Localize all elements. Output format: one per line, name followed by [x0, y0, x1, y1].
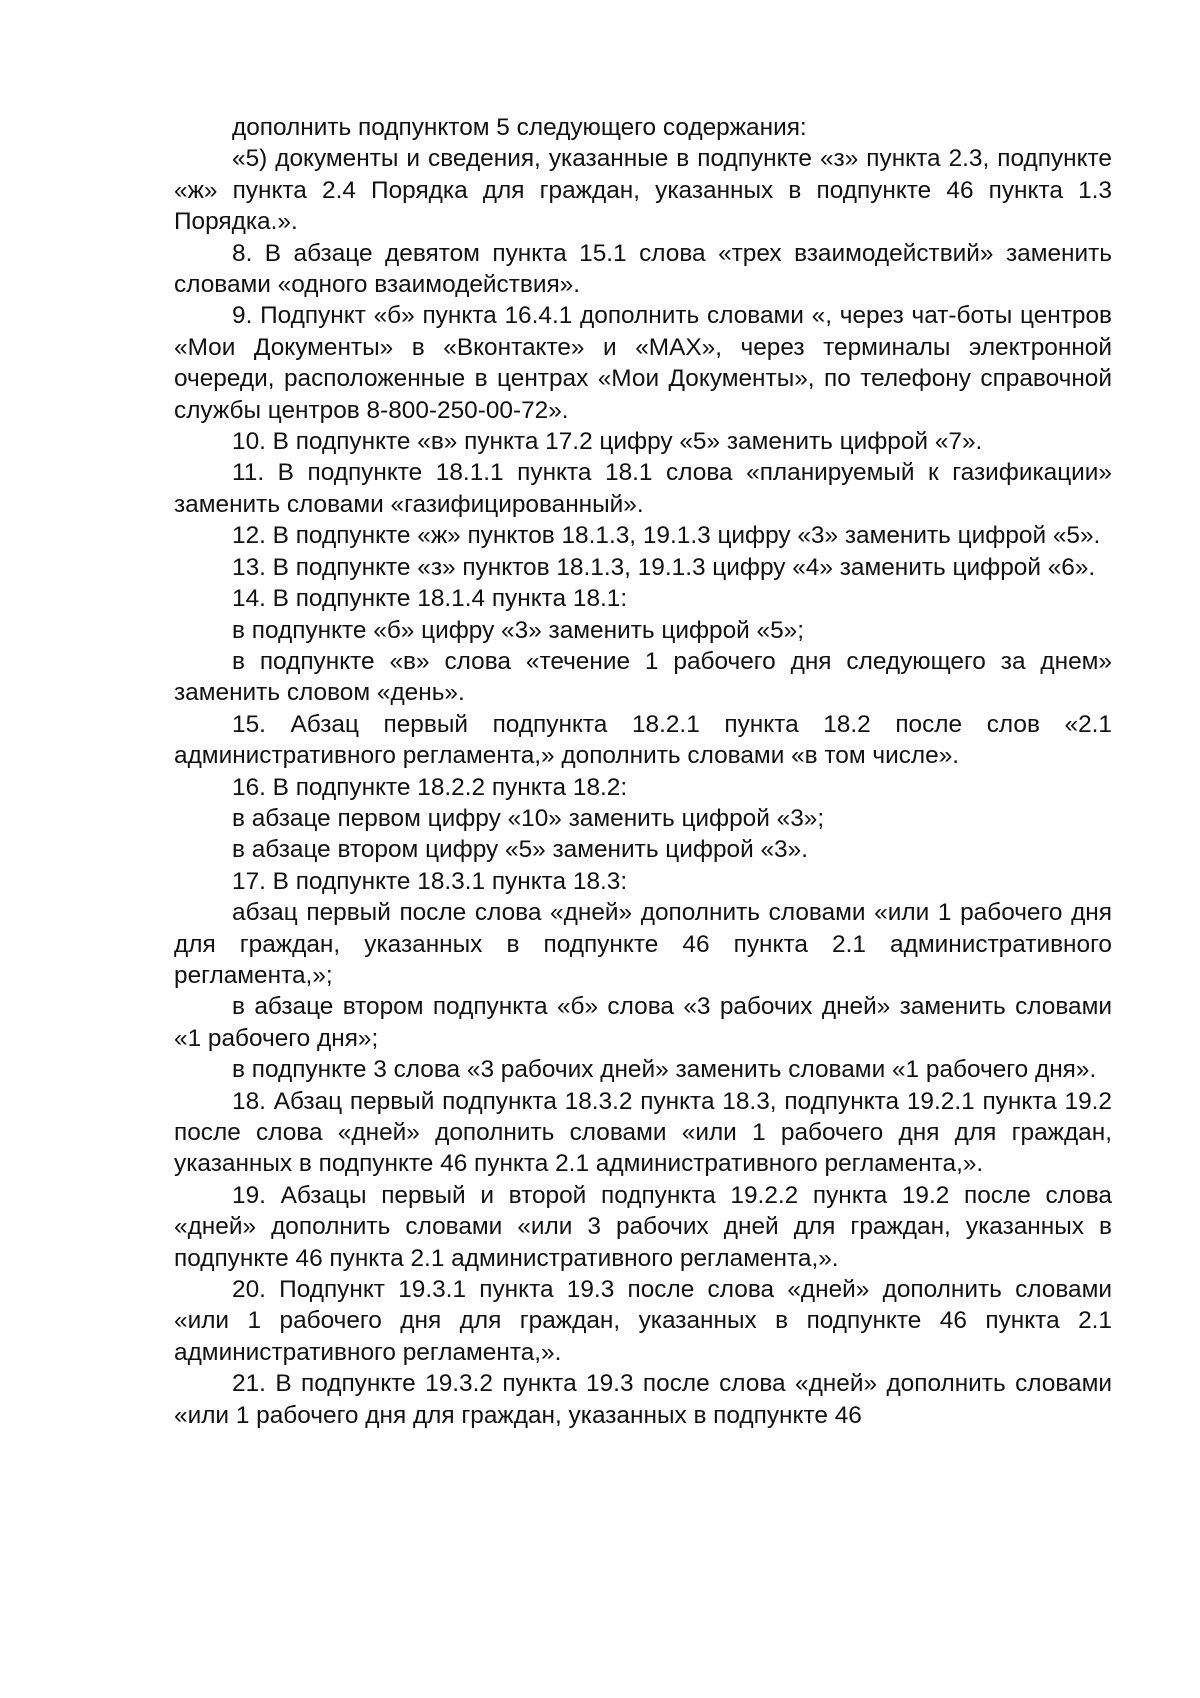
paragraph-17: абзац первый после слова «дней» дополнить словами «или 1 рабочего дня для граждан, указанных в подпункте 46 пункта 2.1 административного регламента,»; [174, 899, 1112, 989]
paragraph-5: 10. В подпункте «в» пункта 17.2 цифру «5» заменить цифрой «7». [232, 428, 983, 456]
paragraph-18: в абзаце втором подпункта «б» слова «3 рабочих дней» заменить словами «1 рабочего дня»; [174, 993, 1112, 1052]
paragraph-15: в абзаце втором цифру «5» заменить цифрой «3». [232, 836, 808, 864]
paragraph-2: «5) документы и сведения, указанные в подпункте «з» пункта 2.3, подпункте «ж» пункта 2.4 Порядка для граждан, указанных в подпункте 46 пункта 1.3 Порядка.». [174, 145, 1112, 236]
paragraph-20: 18. Абзац первый подпункта 18.3.2 пункта 18.3, подпункта 19.2.1 пункта 19.2 после слова «дней» дополнить словами «или 1 рабочего дня для граждан, указанных в подпункте 46 пункта 2.1 административного регламента,». [174, 1087, 1112, 1178]
paragraph-13: 16. В подпункте 18.2.2 пункта 18.2: [232, 773, 628, 801]
paragraph-14: в абзаце первом цифру «10» заменить цифрой «3»; [232, 804, 825, 832]
document-body [174, 112, 1112, 1431]
paragraph-3: 8. В абзаце девятом пункта 15.1 слова «трех взаимодействий» заменить словами «одного взаимодействия». [174, 239, 1112, 299]
paragraph-19: в подпункте 3 слова «3 рабочих дней» заменить словами «1 рабочего дня». [232, 1056, 1097, 1084]
paragraph-12: 15. Абзац первый подпункта 18.2.1 пункта 18.2 после слов «2.1 административного регламента,» дополнить словами «в том числе». [174, 710, 1112, 770]
paragraph-23: 21. В подпункте 19.3.2 пункта 19.3 после слова «дней» дополнить словами «или 1 рабочего дня для граждан, указанных в подпункте 46 [174, 1370, 1112, 1429]
paragraph-8: 13. В подпункте «з» пунктов 18.1.3, 19.1.3 цифру «4» заменить цифрой «6». [232, 553, 1096, 581]
paragraph-22: 20. Подпункт 19.3.1 пункта 19.3 после слова «дней» дополнить словами «или 1 рабочего дня для граждан, указанных в подпункте 46 пункта 2.1 административного регламента,». [174, 1276, 1112, 1366]
paragraph-6: 11. В подпункте 18.1.1 пункта 18.1 слова «планируемый к газификации» заменить словами «газифицированный». [174, 459, 1112, 518]
paragraph-21: 19. Абзацы первый и второй подпункта 19.2.2 пункта 19.2 после слова «дней» дополнить словами «или 3 рабочих дней для граждан, указанных в подпункте 46 пункта 2.1 административного регламента,». [174, 1181, 1112, 1272]
paragraph-10: в подпункте «б» цифру «3» заменить цифрой «5»; [232, 616, 805, 644]
paragraph-16: 17. В подпункте 18.3.1 пункта 18.3: [232, 867, 628, 895]
paragraph-9: 14. В подпункте 18.1.4 пункта 18.1: [232, 585, 628, 613]
paragraph-4: 9. Подпункт «б» пункта 16.4.1 дополнить словами «, через чат-боты центров «Мои Документы» в «Вконтакте» и «MAX», через терминалы электронной очереди, расположенные в центрах «Мои Документы», по телефону справочной службы центров 8-800-250-00-72». [174, 302, 1112, 424]
paragraph-11: в подпункте «в» слова «течение 1 рабочего дня следующего за днем» заменить словом «день». [174, 647, 1112, 707]
paragraph-1: дополнить подпунктом 5 следующего содержания: [232, 114, 807, 141]
paragraph-7: 12. В подпункте «ж» пунктов 18.1.3, 19.1.3 цифру «3» заменить цифрой «5». [232, 522, 1101, 550]
